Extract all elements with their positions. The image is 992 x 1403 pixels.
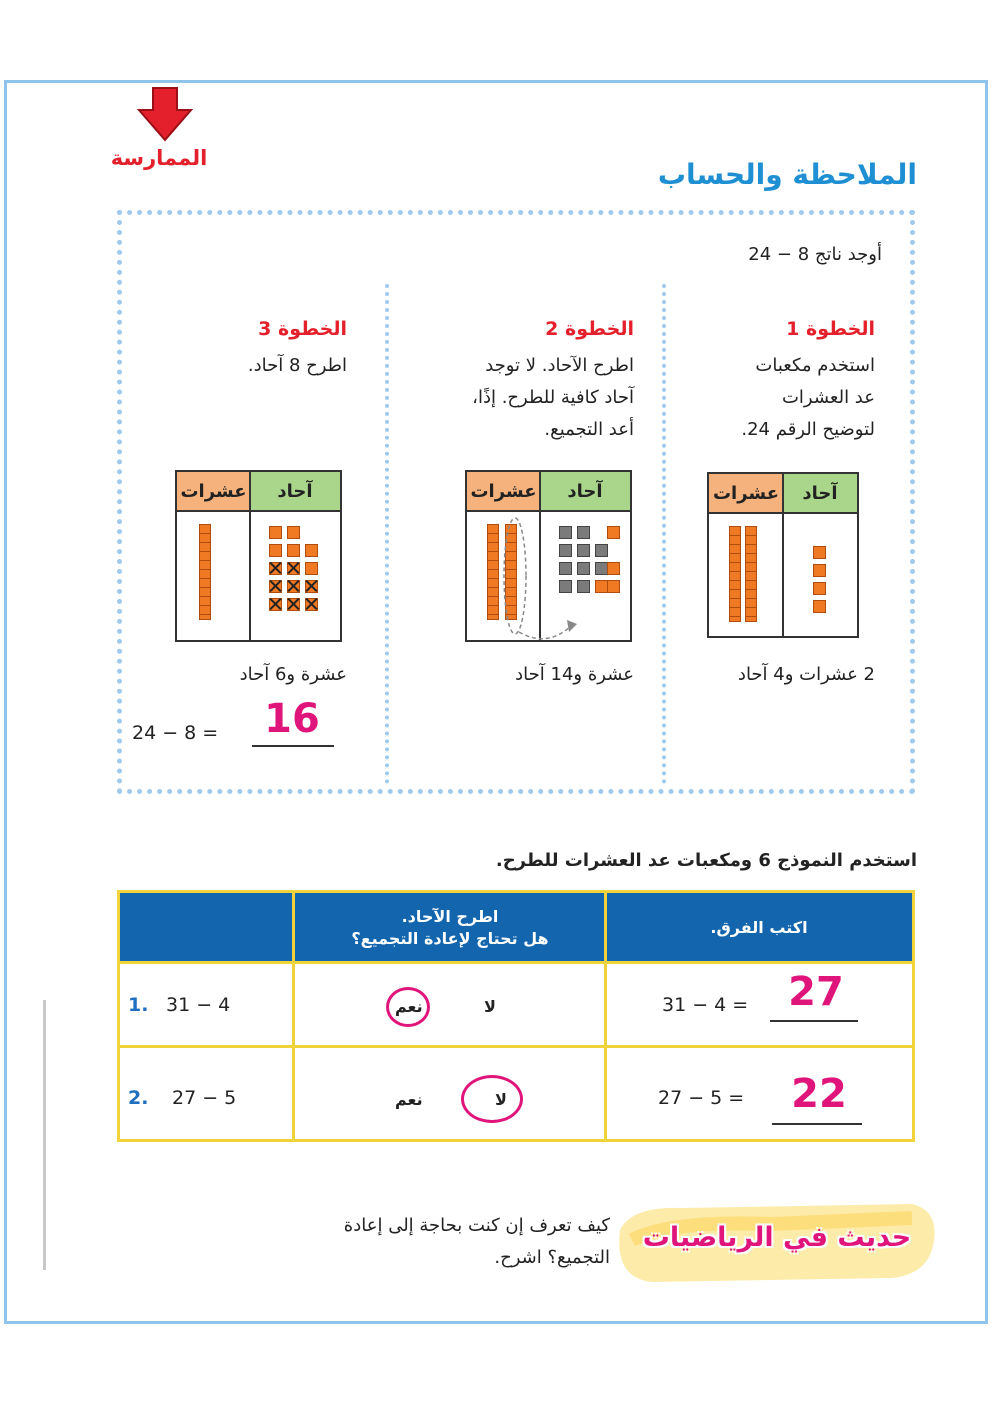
ones-cube	[577, 580, 590, 593]
answer-line	[770, 1020, 858, 1022]
difference-answer[interactable]: 27	[788, 969, 844, 1015]
find-prompt: أوجد ناتج 8 − 24	[748, 244, 882, 265]
tens-header: عشرات	[467, 472, 540, 512]
difference-equation: 27 − 5 =	[658, 1087, 745, 1109]
ones-cube	[559, 526, 572, 539]
column-divider	[385, 284, 389, 784]
ones-cube	[577, 562, 590, 575]
option-yes[interactable]: نعم	[395, 997, 423, 1016]
tens-rod	[745, 526, 757, 622]
selected-circle	[386, 987, 430, 1027]
problem-expression: 27 − 5	[172, 1087, 237, 1109]
crossed-cube	[305, 598, 318, 611]
ones-header: آحاد	[783, 474, 857, 514]
place-value-mat	[465, 470, 632, 642]
ones-cube	[559, 580, 572, 593]
column-header-regroup: اطرح الآحاد. هل تحتاج لإعادة التجميع؟	[351, 906, 549, 948]
difference-equation: 31 − 4 =	[662, 994, 749, 1016]
math-talk-question	[200, 1210, 610, 1274]
question-line: التجميع؟ اشرح.	[494, 1247, 610, 1268]
crossed-cube	[269, 598, 282, 611]
step-heading: الخطوة 2	[545, 318, 634, 340]
down-arrow-icon	[137, 86, 193, 142]
problem-expression: 31 − 4	[166, 994, 231, 1016]
column-header-write: اكتب الفرق.	[710, 917, 808, 937]
column-divider	[662, 284, 666, 784]
tens-header: عشرات	[177, 472, 250, 512]
page-title: الملاحظة والحساب	[657, 158, 917, 191]
ones-cube	[595, 544, 608, 557]
option-no[interactable]: لا	[484, 997, 496, 1016]
ones-cube	[577, 526, 590, 539]
ones-cube	[287, 526, 300, 539]
crossed-cube	[287, 562, 300, 575]
practice-table	[117, 890, 915, 1142]
ones-header: آحاد	[540, 472, 630, 512]
example-equation: 24 − 8 =	[132, 722, 219, 744]
step-caption: عشرة و14 آحاد	[515, 664, 634, 685]
step-text	[472, 350, 634, 446]
ones-cube	[813, 600, 826, 613]
step-caption: عشرة و6 آحاد	[239, 664, 347, 685]
step-text	[741, 350, 875, 446]
ones-cube	[269, 544, 282, 557]
practice-label: الممارسة	[110, 146, 208, 170]
table-header	[120, 893, 912, 962]
ones-cube	[813, 582, 826, 595]
step-text-line: اطرح الآحاد. لا توجد	[485, 355, 634, 376]
step-text-line: أعد التجميع.	[544, 419, 634, 440]
math-talk-label: حديث في الرياضيات	[642, 1222, 912, 1253]
option-yes[interactable]: نعم	[395, 1090, 423, 1109]
tens-rod	[729, 526, 741, 622]
ones-cube	[305, 544, 318, 557]
crossed-cube	[269, 580, 282, 593]
copyright-strip	[38, 1000, 52, 1270]
ones-cube	[287, 544, 300, 557]
ones-cube	[607, 562, 620, 575]
question-line: كيف تعرف إن كنت بحاجة إلى إعادة	[343, 1215, 610, 1236]
difference-answer[interactable]: 22	[791, 1071, 847, 1117]
ones-cube	[607, 526, 620, 539]
tens-rod	[487, 524, 499, 620]
step-text-line: لتوضيح الرقم 24.	[741, 419, 875, 440]
ones-cube	[607, 580, 620, 593]
example-answer: 16	[264, 696, 320, 742]
step-caption: 2 عشرات و4 آحاد	[737, 664, 875, 685]
step-text-line: استخدم مكعبات	[755, 355, 875, 376]
step-heading: الخطوة 1	[786, 318, 875, 340]
step-text	[248, 350, 347, 382]
problem-number: 1.	[128, 994, 149, 1016]
practice-instruction: استخدم النموذج 6 ومكعبات عد العشرات للطرح.	[495, 850, 917, 871]
ones-cube	[813, 564, 826, 577]
ones-cube	[559, 544, 572, 557]
tens-header: عشرات	[709, 474, 783, 514]
selected-circle	[461, 1075, 523, 1123]
problem-number: 2.	[128, 1087, 149, 1109]
crossed-cube	[269, 562, 282, 575]
option-no[interactable]: لا	[495, 1090, 507, 1109]
step-text-line: اطرح 8 آحاد.	[247, 355, 347, 376]
ones-header: آحاد	[250, 472, 340, 512]
answer-line	[252, 745, 334, 747]
place-value-mat	[707, 472, 859, 638]
ones-cube	[305, 562, 318, 575]
ones-cube	[269, 526, 282, 539]
crossed-cube	[305, 580, 318, 593]
ones-cube	[559, 562, 572, 575]
crossed-cube	[287, 598, 300, 611]
crossed-cube	[287, 580, 300, 593]
answer-line	[772, 1123, 862, 1125]
step-heading: الخطوة 3	[258, 318, 347, 340]
place-value-mat	[175, 470, 342, 642]
tens-rod	[199, 524, 211, 620]
ones-cube	[577, 544, 590, 557]
step-text-line: آحاد كافية للطرح. إذًا،	[472, 387, 634, 408]
step-text-line: عد العشرات	[781, 387, 875, 408]
math-talk-badge	[612, 1200, 942, 1286]
ones-cube	[813, 546, 826, 559]
